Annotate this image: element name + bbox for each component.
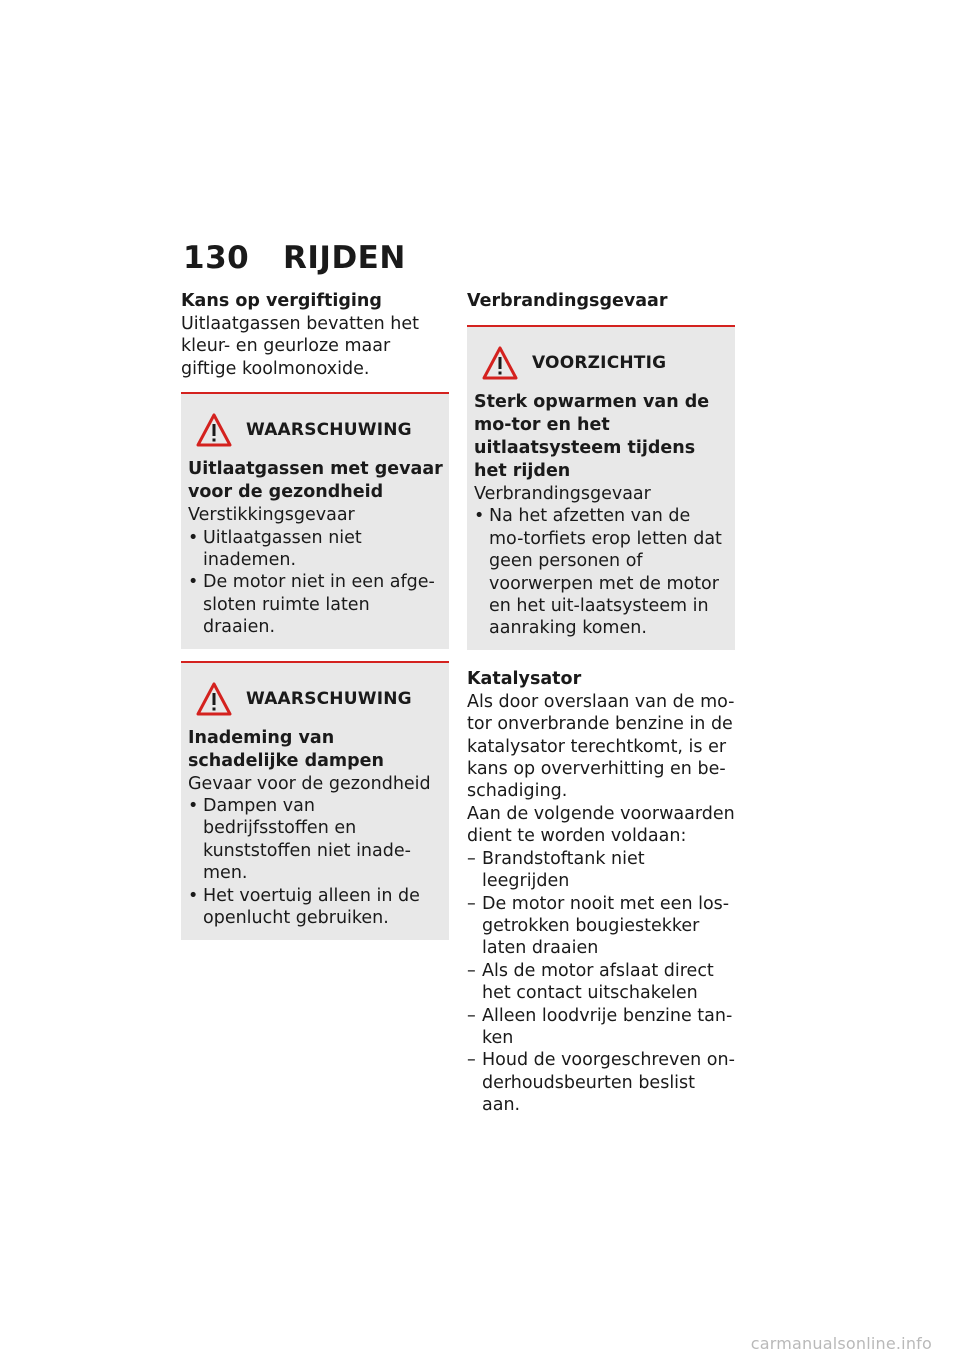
warning-triangle-icon <box>482 346 518 380</box>
caution-box-heat <box>467 325 735 650</box>
warning-list <box>188 527 443 639</box>
warning-list <box>188 795 443 929</box>
warning-box-header <box>188 410 443 450</box>
warning-subtitle: Gevaar voor de gezondheid <box>188 773 431 794</box>
chapter-title: RIJDEN <box>283 240 406 276</box>
list-item: – De motor nooit met een los-getrokken bougiestekker laten draaien <box>467 893 730 959</box>
warning-box-fumes <box>181 661 449 940</box>
caution-subtitle: Verbrandingsgevaar <box>474 484 651 504</box>
watermark: carmanualsonline.info <box>750 1334 932 1353</box>
list-item: • De motor niet in een afge-sloten ruimte laten draaien. <box>188 572 435 638</box>
warning-heading: Inademing van schadelijke dampen <box>188 727 385 771</box>
catalyst-conditions: Aan de volgende voorwaarden dient te worden voldaan: <box>467 803 735 847</box>
right-column <box>467 290 735 1117</box>
list-item: – Houd de voorgeschreven on-derhoudsbeurten beslist aan. <box>467 1050 735 1116</box>
caution-heading: Sterk opwarmen van de mo-tor en het uitlaatsysteem tijdens het rijden <box>474 392 710 481</box>
list-item: • Na het afzetten van de mo-torfiets erop letten dat geen personen of voorwerpen met de motor en het uit-laatsysteem in aanraking komen. <box>474 506 722 639</box>
list-item: – Als de motor afslaat direct het contact uitschakelen <box>467 960 714 1004</box>
page-number: 130 <box>183 240 250 276</box>
warning-triangle-icon <box>196 682 232 716</box>
list-item: • Uitlaatgassen niet inademen. <box>188 527 362 571</box>
warning-subtitle: Verstikkingsgevaar <box>188 505 355 526</box>
caution-label: VOORZICHTIG <box>532 353 667 373</box>
list-item: – Alleen loodvrije benzine tan-ken <box>467 1005 733 1048</box>
warning-heading: Uitlaatgassen met gevaar voor de gezondheid <box>188 459 443 503</box>
warning-box-exhaust <box>181 392 449 648</box>
section-title-poisoning: Kans op vergiftiging <box>181 291 382 311</box>
list-item: • Het voertuig alleen in de openlucht gebruiken. <box>188 885 420 929</box>
caution-list <box>474 505 729 639</box>
list-item: – Brandstoftank niet leegrijden <box>467 848 645 892</box>
caution-box-header <box>474 343 729 383</box>
warning-triangle-icon <box>196 413 232 447</box>
warning-label: WAARSCHUWING <box>246 688 412 709</box>
section-intro: Uitlaatgassen bevatten het kleur- en geurloze maar giftige koolmonoxide. <box>181 314 420 379</box>
section-title-burn: Verbrandingsgevaar <box>467 291 668 311</box>
list-item: • Dampen van bedrijfsstoffen en kunststoffen niet inade-men. <box>188 796 411 884</box>
warning-label: WAARSCHUWING <box>246 420 412 441</box>
warning-box-header <box>188 679 443 719</box>
catalyst-text: Als door overslaan van de mo-tor onverbrande benzine in de katalysator terechtkomt, is er kans op oververhitting en be-schadiging. <box>467 691 735 802</box>
section-title-catalyst: Katalysator <box>467 668 582 689</box>
left-column <box>181 290 449 940</box>
catalyst-list <box>467 848 735 1117</box>
page-header <box>183 240 406 276</box>
